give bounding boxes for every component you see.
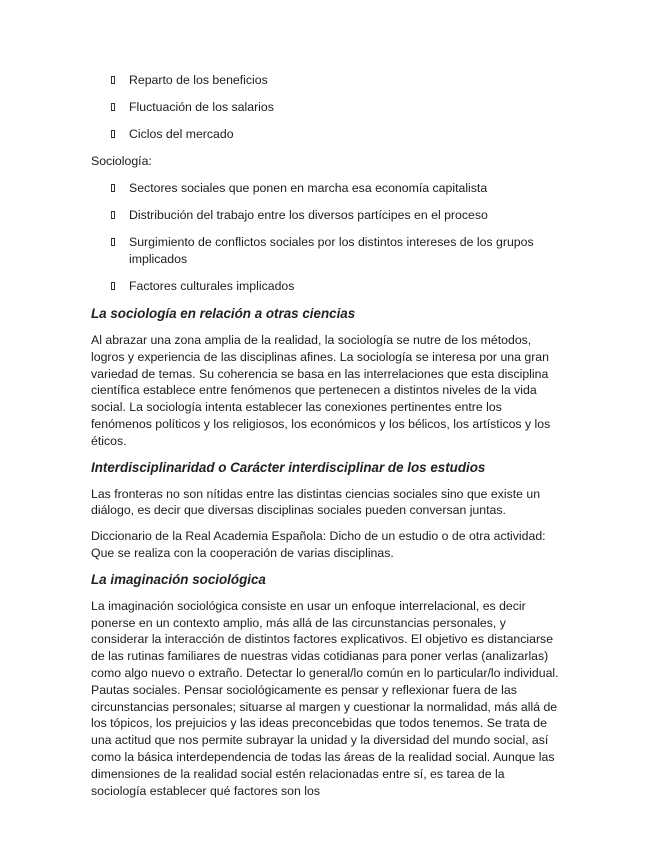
bullet-icon (111, 282, 115, 290)
bullet-icon (111, 184, 115, 192)
list-item (91, 278, 563, 295)
economy-bullet-list (91, 72, 563, 143)
bullet-icon (111, 238, 115, 246)
list-item (91, 180, 563, 197)
list-item (91, 234, 563, 268)
bullet-icon (111, 130, 115, 138)
paragraph-relation: Al abrazar una zona amplia de la realidad, la sociología se nutre de los métodos, logros y experiencia de las disciplinas afines. La sociología se interesa por una gran variedad de temas. Su coherencia se basa en las interrelaciones que esta disciplina científica establece entre fenómenos que pertenecen a distintos niveles de la vida social. La sociología intenta establecer las conexiones pertinentes entre los fenómenos políticos y los religiosos, los económicos y los bélicos, los artísticos y los éticos. (91, 333, 551, 448)
list-item-text: Factores culturales implicados (129, 279, 295, 293)
list-item (91, 207, 563, 224)
sociology-bullet-list (91, 180, 563, 295)
paragraph-borders: Las fronteras no son nítidas entre las distintas ciencias sociales sino que existe un diálogo, es decir que diversas disciplinas sociales pueden conversan juntas. (91, 486, 541, 518)
document-page (91, 72, 563, 808)
section-heading-relation: La sociología en relación a otras ciencias (91, 306, 356, 321)
list-item-text: Surgimiento de conflictos sociales por los distintos intereses de los grupos implicados (129, 235, 534, 266)
list-item-text: Sectores sociales que ponen en marcha esa economía capitalista (129, 181, 488, 195)
list-item (91, 126, 563, 143)
paragraph-dictionary: Diccionario de la Real Academia Española: Dicho de un estudio o de otra actividad: Que se realiza con la cooperación de varias disciplinas. (91, 529, 546, 560)
paragraph-imagination: La imaginación sociológica consiste en usar un enfoque interrelacional, es decir ponerse en un contexto amplio, más allá de las circunstancias personales, y considerar la interacción de distintos factores explicativos. El objetivo es distanciarse de las rutinas familiares de nuestras vidas cotidianas para poner verlas (analizarlas) como algo nuevo o extraño. Detectar lo general/lo común en lo particular/lo individual. Pautas sociales. Pensar sociológicamente es pensar y reflexionar fuera de las circunstancias personales; situarse al margen y cuestionar la normalidad, más allá de los tópicos, los prejuicios y las ideas preconcebidas que todos tenemos. Se trata de una actitud que nos permite subrayar la unidad y la diversidad del mundo social, así como la básica interdependencia de todas las áreas de la realidad social. Aunque las dimensiones de la realidad social estén relacionadas entre sí, es tarea de la sociología establecer qué factores son los (91, 598, 559, 798)
list-item-text: Reparto de los beneficios (129, 73, 268, 87)
bullet-icon (111, 76, 115, 84)
bullet-icon (111, 211, 115, 219)
section-heading-interdisciplinarity: Interdisciplinaridad o Carácter interdisciplinar de los estudios (91, 459, 486, 475)
list-item-text: Distribución del trabajo entre los diversos partícipes en el proceso (129, 208, 488, 222)
list-item (91, 72, 563, 89)
bullet-icon (111, 103, 115, 111)
list-item-text: Ciclos del mercado (129, 127, 234, 141)
sociology-label: Sociología: (91, 154, 152, 168)
section-heading-imagination: La imaginación sociológica (91, 571, 266, 587)
list-item-text: Fluctuación de los salarios (129, 100, 274, 114)
list-item (91, 99, 563, 116)
